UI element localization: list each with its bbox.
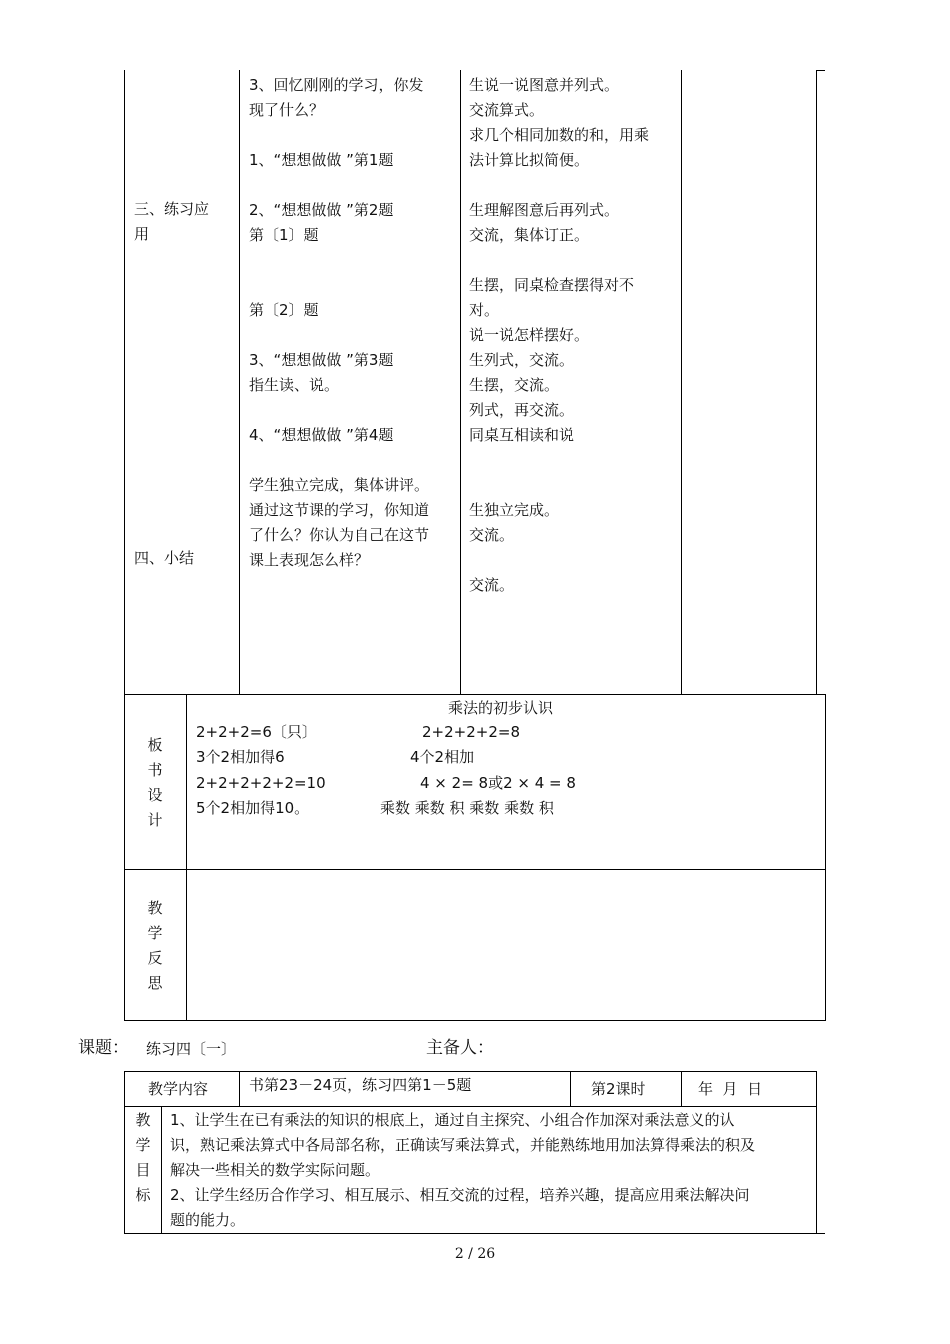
board-left-2: 3个2相加得6 (196, 748, 285, 766)
text-line: 交流算式。 (469, 101, 545, 119)
text-line (469, 248, 649, 273)
text-line: 交流。 (469, 576, 515, 594)
goals-text (170, 1108, 755, 1233)
board-left-3: 2+2+2+2+2=10 (196, 774, 326, 792)
text-line: 指生读、说。 (249, 376, 340, 394)
page-number: 2 / 26 (454, 1246, 496, 1262)
text-line: 说一说怎样摆好。 (469, 326, 590, 344)
section4-label: 四、小结 (134, 549, 195, 567)
text-line: 第〔1〕题 (249, 226, 319, 244)
goals-label: 教 学 目 标 (135, 1111, 151, 1204)
text-line: 生摆，交流。 (469, 376, 560, 394)
text-line (249, 123, 429, 148)
goal-line: 题的能力。 (170, 1211, 246, 1229)
content-value: 书第23－24页，练习四第1－5题 (249, 1076, 472, 1094)
text-line: 交流。 (469, 526, 515, 544)
board-right-4: 乘数 乘数 积 乘数 乘数 积 (380, 799, 554, 817)
reflection-label: 教 学 反 思 (147, 899, 163, 992)
text-line: 课上表现怎么样？ (249, 551, 370, 569)
text-line (469, 548, 649, 573)
text-line (469, 448, 649, 473)
text-line (249, 398, 429, 423)
text-line (469, 473, 649, 498)
text-line: 生列式，交流。 (469, 351, 575, 369)
goal-line: 解决一些相关的数学实际问题。 (170, 1161, 381, 1179)
text-line (249, 323, 429, 348)
text-line: 同桌互相读和说 (469, 426, 575, 444)
goal-line: 1、让学生在已有乘法的知识的根底上，通过自主探究、小组合作加深对乘法意义的认 (170, 1111, 735, 1129)
text-line: 1、“想想做做 ”第1题 (249, 151, 394, 169)
text-line: 4、“想想做做 ”第4题 (249, 426, 394, 444)
board-right-1: 2+2+2+2=8 (422, 723, 520, 741)
preparer-label: 主备人： (426, 1038, 494, 1058)
text-line (249, 273, 429, 298)
topic-label: 课题： (78, 1038, 129, 1058)
text-line: 生摆，同桌检查摆得对不 (469, 276, 635, 294)
topic-value: 练习四〔一〕 (146, 1040, 237, 1058)
board-right-2: 4个2相加 (410, 748, 475, 766)
teacher-activities (249, 73, 429, 573)
text-line: 2、“想想做做 ”第2题 (249, 201, 394, 219)
board-title: 乘法的初步认识 (448, 699, 554, 717)
board-label: 板 书 设 计 (147, 736, 163, 829)
text-line: 现了什么？ (249, 101, 325, 119)
text-line (469, 173, 649, 198)
board-left-1: 2+2+2=6〔只〕 (196, 723, 317, 741)
text-line: 通过这节课的学习，你知道 (249, 501, 430, 519)
board-right-3: 4 × 2= 8或2 × 4 = 8 (420, 774, 576, 792)
text-line (249, 173, 429, 198)
text-line: 交流，集体订正。 (469, 226, 590, 244)
text-line: 生独立完成。 (469, 501, 560, 519)
text-line: 列式，再交流。 (469, 401, 575, 419)
text-line (249, 248, 429, 273)
section3-label: 三、练习应 用 (134, 200, 210, 243)
text-line: 生理解图意后再列式。 (469, 201, 620, 219)
date-value: 年 月 日 (698, 1080, 763, 1098)
text-line: 3、“想想做做 ”第3题 (249, 351, 394, 369)
text-line: 法计算比拟简便。 (469, 151, 590, 169)
text-line: 第〔2〕题 (249, 301, 319, 319)
text-line (249, 448, 429, 473)
content-label: 教学内容 (148, 1080, 209, 1098)
text-line: 了什么？你认为自己在这节 (249, 526, 430, 544)
text-line: 3、回忆刚刚的学习，你发 (249, 76, 424, 94)
text-line: 求几个相同加数的和，用乘 (469, 126, 650, 144)
board-left-4: 5个2相加得10。 (196, 799, 310, 817)
period-value: 第2课时 (591, 1080, 646, 1098)
text-line: 生说一说图意并列式。 (469, 76, 620, 94)
goal-line: 2、让学生经历合作学习、相互展示、相互交流的过程，培养兴趣，提高应用乘法解决问 (170, 1186, 750, 1204)
text-line: 学生独立完成，集体讲评。 (249, 476, 430, 494)
student-activities (469, 73, 649, 598)
text-line: 对。 (469, 301, 500, 319)
goal-line: 识，熟记乘法算式中各局部名称，正确读写乘法算式，并能熟练地用加法算得乘法的积及 (170, 1136, 756, 1154)
